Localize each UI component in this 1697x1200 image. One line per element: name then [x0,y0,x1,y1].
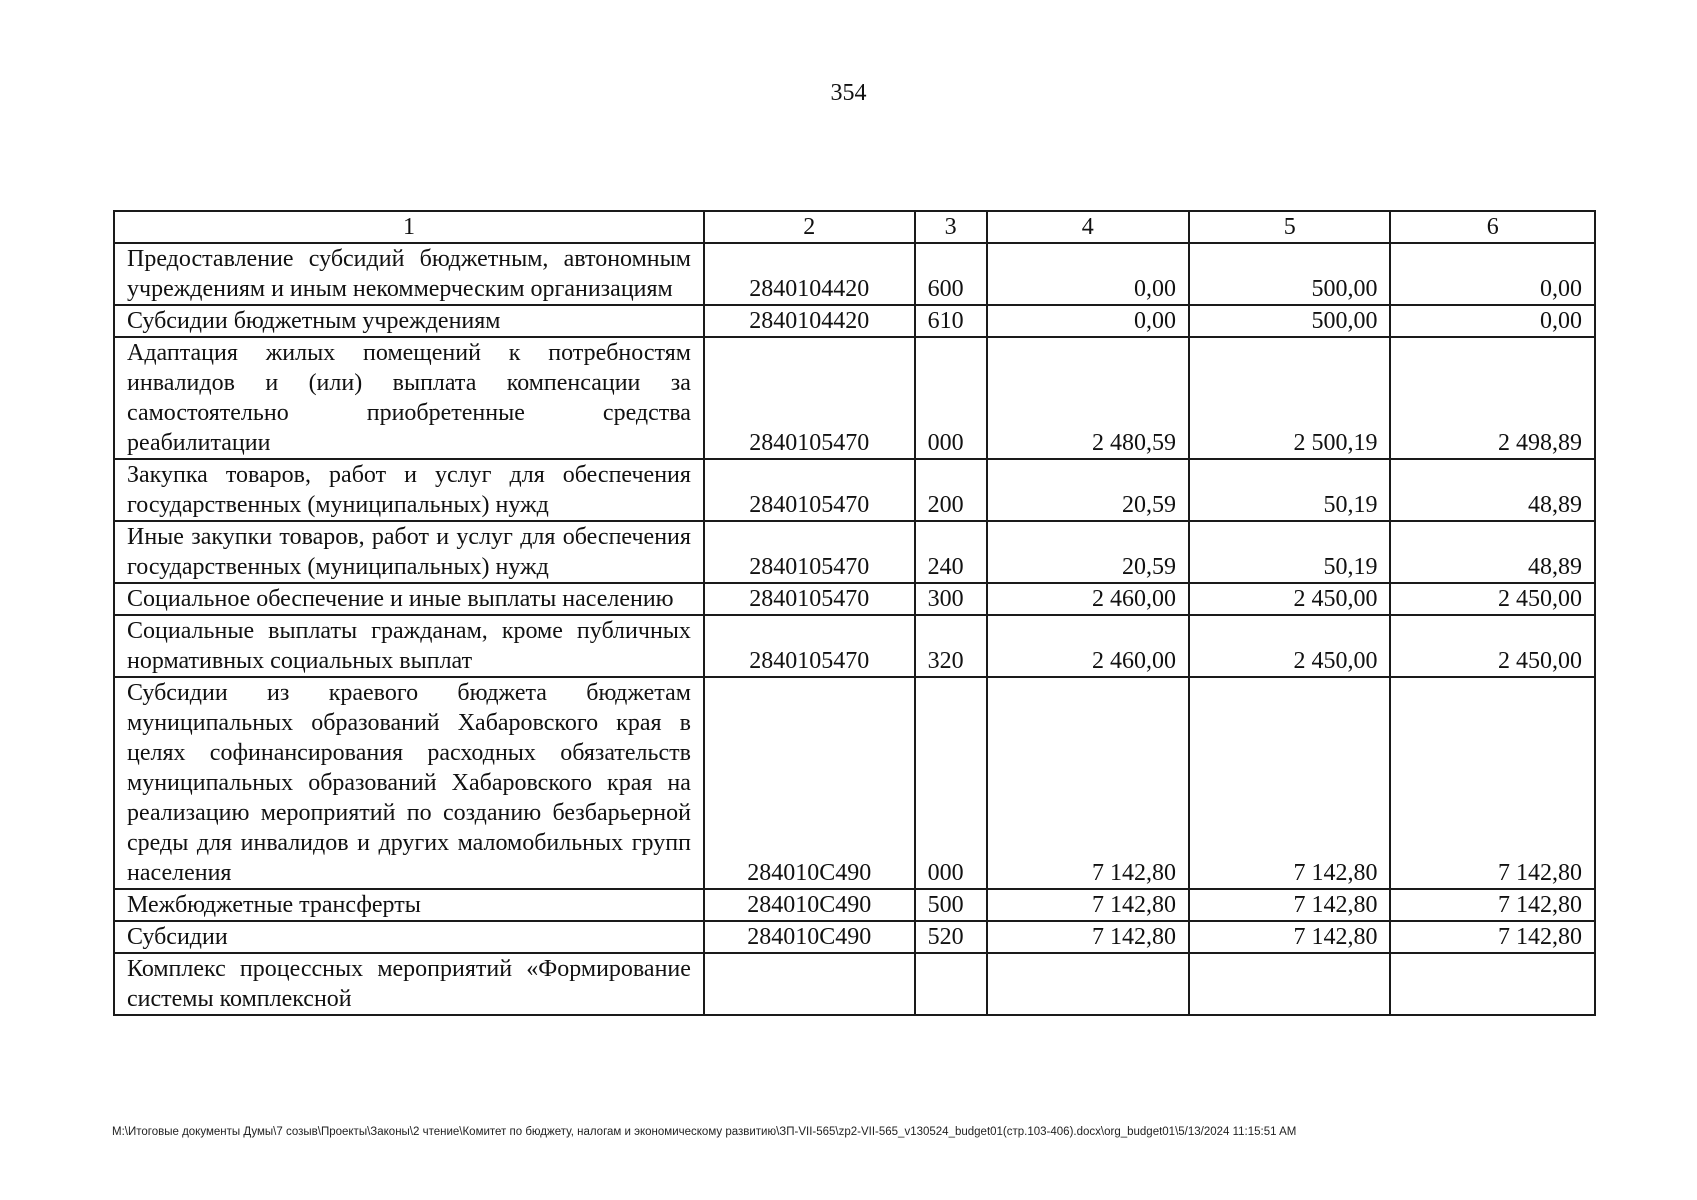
amount-col-5: 2 500,19 [1189,337,1390,459]
amount-col-4: 7 142,80 [987,889,1189,921]
target-code: 2840104420 [704,243,915,305]
amount-col-6: 0,00 [1390,305,1595,337]
amount-col-5 [1189,953,1390,1015]
expense-type: 320 [915,615,987,677]
row-name: Субсидии бюджетным учреждениям [114,305,704,337]
amount-col-5: 500,00 [1189,305,1390,337]
amount-col-5: 50,19 [1189,459,1390,521]
amount-col-4: 2 480,59 [987,337,1189,459]
expense-type: 520 [915,921,987,953]
expense-type: 240 [915,521,987,583]
target-code: 2840105470 [704,459,915,521]
row-name: Социальное обеспечение и иные выплаты населению [114,583,704,615]
amount-col-6: 48,89 [1390,521,1595,583]
column-header: 2 [704,211,915,243]
row-name: Комплекс процессных мероприятий «Формирование системы комплексной [114,953,704,1015]
amount-col-6: 2 498,89 [1390,337,1595,459]
amount-col-6: 48,89 [1390,459,1595,521]
amount-col-6 [1390,953,1595,1015]
amount-col-6: 7 142,80 [1390,921,1595,953]
amount-col-6: 7 142,80 [1390,677,1595,889]
expense-type: 600 [915,243,987,305]
amount-col-4: 7 142,80 [987,921,1189,953]
table-row [114,889,1595,921]
table-header-row [114,211,1595,243]
row-name: Иные закупки товаров, работ и услуг для обеспечения государственных (муниципальных) нужд [114,521,704,583]
expense-type: 300 [915,583,987,615]
amount-col-4: 7 142,80 [987,677,1189,889]
target-code: 2840105470 [704,615,915,677]
table-row [114,953,1595,1015]
target-code: 284010С490 [704,677,915,889]
target-code: 2840105470 [704,521,915,583]
amount-col-6: 2 450,00 [1390,615,1595,677]
amount-col-4: 20,59 [987,459,1189,521]
row-name: Социальные выплаты гражданам, кроме публичных нормативных социальных выплат [114,615,704,677]
row-name: Закупка товаров, работ и услуг для обеспечения государственных (муниципальных) нужд [114,459,704,521]
column-header: 1 [114,211,704,243]
target-code: 2840105470 [704,337,915,459]
row-name: Межбюджетные трансферты [114,889,704,921]
amount-col-5: 7 142,80 [1189,921,1390,953]
expense-type [915,953,987,1015]
amount-col-5: 7 142,80 [1189,889,1390,921]
expense-type: 200 [915,459,987,521]
row-name: Субсидии из краевого бюджета бюджетам муниципальных образований Хабаровского края в целях софинансирования расходных обязательств муниципальных образований Хабаровского края на реализацию мероприятий по созданию безбарьерной среды для инвалидов и других маломобильных групп населения [114,677,704,889]
amount-col-6: 2 450,00 [1390,583,1595,615]
file-path-footer: M:\Итоговые документы Думы\7 созыв\Проекты\Законы\2 чтение\Комитет по бюджету, налогам и экономическому развитию\ЗП-VII-565\zp2-VII-565_v130524_budget01(стр.103-406).docx\org_budget01\5/13/2024 11:15:51 AM [112,1126,1297,1138]
amount-col-5: 2 450,00 [1189,583,1390,615]
expense-type: 610 [915,305,987,337]
amount-col-5: 7 142,80 [1189,677,1390,889]
amount-col-4: 0,00 [987,305,1189,337]
table-row [114,459,1595,521]
table-row [114,583,1595,615]
amount-col-4: 0,00 [987,243,1189,305]
row-name: Адаптация жилых помещений к потребностям инвалидов и (или) выплата компенсации за самостоятельно приобретенные средства реабилитации [114,337,704,459]
amount-col-4 [987,953,1189,1015]
table-row [114,243,1595,305]
target-code: 284010С490 [704,889,915,921]
amount-col-6: 7 142,80 [1390,889,1595,921]
amount-col-4: 20,59 [987,521,1189,583]
row-name: Субсидии [114,921,704,953]
amount-col-5: 2 450,00 [1189,615,1390,677]
column-header: 6 [1390,211,1595,243]
amount-col-5: 50,19 [1189,521,1390,583]
table-row [114,337,1595,459]
page-number: 354 [830,80,867,106]
expense-type: 000 [915,677,987,889]
expense-type: 000 [915,337,987,459]
amount-col-4: 2 460,00 [987,615,1189,677]
budget-table [113,210,1596,1016]
target-code: 2840105470 [704,583,915,615]
amount-col-5: 500,00 [1189,243,1390,305]
column-header: 5 [1189,211,1390,243]
column-header: 4 [987,211,1189,243]
table-row [114,615,1595,677]
table-row [114,521,1595,583]
amount-col-4: 2 460,00 [987,583,1189,615]
expense-type: 500 [915,889,987,921]
column-header: 3 [915,211,987,243]
target-code: 2840104420 [704,305,915,337]
table-row [114,921,1595,953]
target-code: 284010С490 [704,921,915,953]
amount-col-6: 0,00 [1390,243,1595,305]
table-row [114,305,1595,337]
target-code [704,953,915,1015]
row-name: Предоставление субсидий бюджетным, автономным учреждениям и иным некоммерческим организациям [114,243,704,305]
table-row [114,677,1595,889]
